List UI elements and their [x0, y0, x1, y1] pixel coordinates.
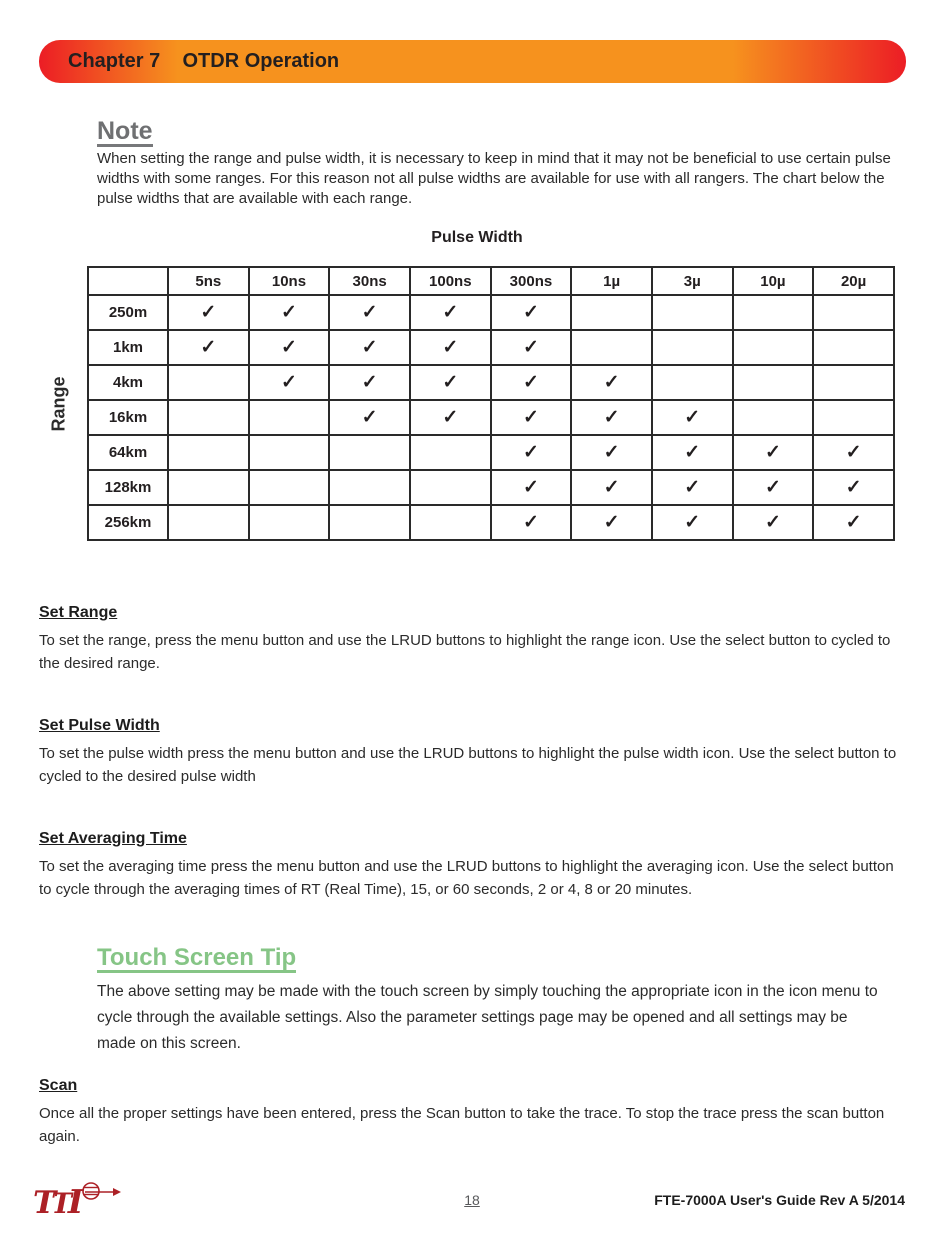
pulse-width-column-header: 3µ: [652, 267, 733, 295]
check-cell: [249, 330, 330, 365]
empty-cell: [410, 505, 491, 540]
table-corner-cell: [88, 267, 168, 295]
empty-cell: [249, 435, 330, 470]
empty-cell: [249, 505, 330, 540]
check-cell: [168, 330, 249, 365]
empty-cell: [813, 330, 894, 365]
check-icon: ✓: [684, 407, 701, 428]
check-cell: [491, 400, 572, 435]
empty-cell: [168, 435, 249, 470]
empty-cell: [571, 330, 652, 365]
section-scan: [39, 1077, 905, 1148]
check-icon: ✓: [684, 512, 701, 533]
check-icon: ✓: [603, 512, 620, 533]
check-icon: ✓: [845, 512, 862, 533]
check-icon: ✓: [764, 477, 781, 498]
table-row: [88, 400, 894, 435]
check-icon: ✓: [442, 302, 459, 323]
empty-cell: [168, 470, 249, 505]
note-heading: Note: [97, 118, 153, 147]
empty-cell: [329, 435, 410, 470]
range-row-header: 1km: [88, 330, 168, 365]
empty-cell: [652, 365, 733, 400]
check-icon: ✓: [522, 442, 539, 463]
check-icon: ✓: [603, 477, 620, 498]
check-icon: ✓: [684, 442, 701, 463]
check-cell: [652, 505, 733, 540]
scan-heading: Scan: [39, 1077, 78, 1094]
empty-cell: [329, 505, 410, 540]
tti-logo-letter: T: [33, 1185, 57, 1221]
check-cell: [652, 435, 733, 470]
check-cell: [168, 295, 249, 330]
check-cell: [491, 365, 572, 400]
empty-cell: [813, 400, 894, 435]
doc-reference: FTE-7000A User's Guide Rev A 5/2014: [654, 1192, 905, 1208]
check-icon: ✓: [442, 337, 459, 358]
check-cell: [571, 470, 652, 505]
table-row: [88, 435, 894, 470]
empty-cell: [410, 435, 491, 470]
empty-cell: [733, 330, 814, 365]
set-averaging-time-body: To set the averaging time press the menu button and use the LRUD buttons to highlight the averaging icon. Use the select button to cycle through the averaging times of RT (Real Time), 15, or 60 seconds, 2 or 4, 8 or 20 minutes.: [39, 858, 894, 898]
note-body: When setting the range and pulse width, it is necessary to keep in mind that it may not be beneficial to use certain pulse widths with some ranges. For this reason not all pulse widths are available for use with all rangers. The chart below the pulse widths that are available with each range.: [97, 150, 891, 207]
empty-cell: [813, 365, 894, 400]
pulse-width-column-header: 100ns: [410, 267, 491, 295]
empty-cell: [733, 400, 814, 435]
check-cell: [249, 365, 330, 400]
tti-logo: [33, 1182, 83, 1221]
chapter-title: Chapter 7 OTDR Operation: [68, 50, 340, 72]
table-row: [88, 505, 894, 540]
empty-cell: [652, 295, 733, 330]
check-cell: [491, 470, 572, 505]
chapter-header-bar: [39, 40, 906, 83]
check-cell: [733, 505, 814, 540]
check-cell: [571, 505, 652, 540]
table-header-row: [88, 267, 894, 295]
touch-screen-tip-body: The above setting may be made with the touch screen by simply touching the appropriate icon in the icon menu to cycle through the available settings. Also the parameter settings page may be opened and all settings may be made on this screen.: [97, 983, 878, 1052]
empty-cell: [652, 330, 733, 365]
set-averaging-time-heading: Set Averaging Time: [39, 830, 187, 847]
set-range-heading: Set Range: [39, 604, 118, 621]
check-cell: [329, 365, 410, 400]
check-cell: [491, 295, 572, 330]
range-row-header: 64km: [88, 435, 168, 470]
empty-cell: [249, 400, 330, 435]
table-row: [88, 330, 894, 365]
check-icon: ✓: [522, 337, 539, 358]
range-row-header: 256km: [88, 505, 168, 540]
check-cell: [571, 400, 652, 435]
check-cell: [410, 365, 491, 400]
set-range-body: To set the range, press the menu button and use the LRUD buttons to highlight the range icon. Use the select button to cycled to the desired range.: [39, 632, 891, 672]
pulse-width-column-header: 10µ: [733, 267, 814, 295]
pulse-width-column-header: 1µ: [571, 267, 652, 295]
pulse-width-column-header: 5ns: [168, 267, 249, 295]
check-cell: [410, 400, 491, 435]
section-set-range: [39, 604, 905, 675]
check-icon: ✓: [442, 372, 459, 393]
check-cell: [733, 470, 814, 505]
range-row-header: 250m: [88, 295, 168, 330]
check-cell: [813, 470, 894, 505]
check-cell: [329, 400, 410, 435]
check-cell: [329, 295, 410, 330]
empty-cell: [329, 470, 410, 505]
empty-cell: [813, 295, 894, 330]
check-icon: ✓: [522, 407, 539, 428]
check-icon: ✓: [522, 372, 539, 393]
pulse-width-table-wrap: [48, 266, 895, 541]
check-icon: ✓: [603, 442, 620, 463]
empty-cell: [249, 470, 330, 505]
check-icon: ✓: [845, 477, 862, 498]
pulse-width-column-header: 10ns: [249, 267, 330, 295]
page-number: 18: [464, 1192, 480, 1208]
section-set-averaging-time: [39, 830, 905, 901]
pulse-width-table: [87, 266, 895, 541]
check-cell: [329, 330, 410, 365]
table-row: [88, 365, 894, 400]
check-icon: ✓: [200, 337, 217, 358]
check-icon: ✓: [361, 302, 378, 323]
check-icon: ✓: [281, 337, 297, 358]
empty-cell: [168, 505, 249, 540]
check-icon: ✓: [764, 442, 781, 463]
check-icon: ✓: [522, 302, 539, 323]
range-row-header: 128km: [88, 470, 168, 505]
check-icon: ✓: [603, 407, 620, 428]
touch-screen-tip-heading: Touch Screen Tip: [97, 945, 296, 973]
table-row: [88, 295, 894, 330]
check-cell: [249, 295, 330, 330]
check-cell: [652, 400, 733, 435]
check-cell: [733, 435, 814, 470]
check-icon: ✓: [684, 477, 701, 498]
check-cell: [571, 365, 652, 400]
range-row-header: 4km: [88, 365, 168, 400]
set-pulse-width-heading: Set Pulse Width: [39, 717, 160, 734]
check-icon: ✓: [281, 302, 297, 323]
check-cell: [410, 330, 491, 365]
check-cell: [652, 470, 733, 505]
range-axis-label: Range: [48, 376, 69, 432]
set-pulse-width-body: To set the pulse width press the menu button and use the LRUD buttons to highlight the pulse width icon. Use the select button to cycled to the desired pulse width: [39, 745, 897, 785]
scan-body: Once all the proper settings have been entered, press the Scan button to take the trace. To stop the trace press the scan button again.: [39, 1105, 885, 1145]
check-icon: ✓: [281, 372, 297, 393]
empty-cell: [733, 295, 814, 330]
check-cell: [813, 505, 894, 540]
check-icon: ✓: [845, 442, 862, 463]
tti-logo-letter: T: [51, 1187, 72, 1220]
table-row: [88, 470, 894, 505]
pulse-width-column-header: 30ns: [329, 267, 410, 295]
range-row-header: 16km: [88, 400, 168, 435]
check-cell: [813, 435, 894, 470]
check-icon: ✓: [522, 477, 539, 498]
check-icon: ✓: [603, 372, 620, 393]
empty-cell: [168, 365, 249, 400]
pulse-width-column-header: 300ns: [491, 267, 572, 295]
check-cell: [571, 435, 652, 470]
check-icon: ✓: [764, 512, 781, 533]
pulse-width-table-title: Pulse Width: [431, 229, 523, 246]
pulse-width-column-header: 20µ: [813, 267, 894, 295]
empty-cell: [168, 400, 249, 435]
check-icon: ✓: [200, 302, 217, 323]
page-footer: [33, 1180, 905, 1230]
tti-logo-letter: I: [67, 1182, 84, 1221]
check-cell: [491, 435, 572, 470]
check-icon: ✓: [522, 512, 539, 533]
check-icon: ✓: [361, 372, 378, 393]
check-cell: [410, 295, 491, 330]
tti-antenna-icon: [79, 1180, 123, 1206]
section-set-pulse-width: [39, 717, 905, 788]
empty-cell: [733, 365, 814, 400]
check-icon: ✓: [442, 407, 459, 428]
empty-cell: [571, 295, 652, 330]
check-icon: ✓: [361, 337, 378, 358]
empty-cell: [410, 470, 491, 505]
check-icon: ✓: [361, 407, 378, 428]
check-cell: [491, 505, 572, 540]
check-cell: [491, 330, 572, 365]
